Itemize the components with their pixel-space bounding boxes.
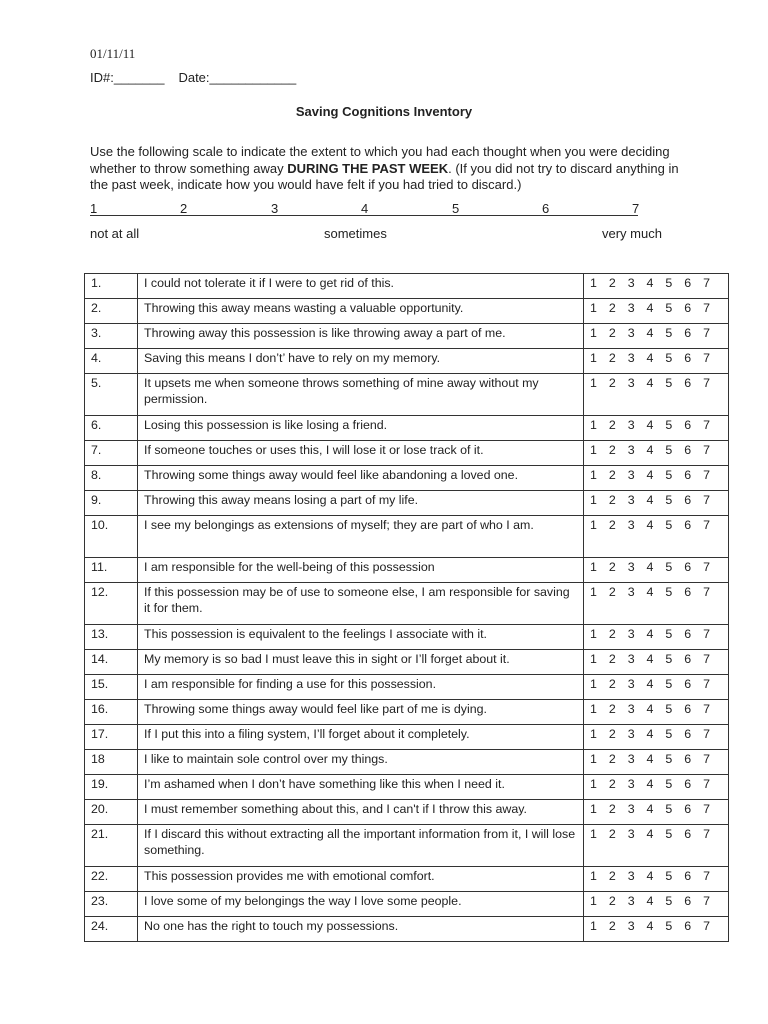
- rating-option[interactable]: 5: [665, 351, 673, 365]
- item-statement: It upsets me when someone throws something of mine away without my permission.: [138, 374, 584, 416]
- item-statement: I could not tolerate it if I were to get rid of this.: [138, 274, 584, 299]
- scale-number: 1: [90, 201, 98, 216]
- rating-option[interactable]: 1: [590, 585, 597, 599]
- rating-option[interactable]: 6: [684, 827, 692, 841]
- scale-number: 3: [271, 201, 279, 216]
- rating-scale: [584, 416, 729, 441]
- rating-option[interactable]: 4: [646, 752, 654, 766]
- rating-option[interactable]: 5: [665, 727, 673, 741]
- rating-option[interactable]: 7: [703, 326, 710, 340]
- item-statement: This possession provides me with emotional comfort.: [138, 867, 584, 892]
- rating-option[interactable]: 6: [684, 752, 692, 766]
- rating-option[interactable]: 6: [684, 468, 692, 482]
- item-number: 6.: [85, 416, 138, 441]
- inventory-table-body: [85, 274, 729, 942]
- rating-option[interactable]: 6: [684, 677, 692, 691]
- rating-option[interactable]: 5: [665, 443, 673, 457]
- rating-option[interactable]: 4: [646, 443, 654, 457]
- item-number: 8.: [85, 466, 138, 491]
- rating-option[interactable]: 5: [665, 752, 673, 766]
- rating-option[interactable]: 7: [703, 518, 710, 532]
- rating-option[interactable]: 5: [665, 418, 673, 432]
- rating-option[interactable]: 7: [703, 777, 710, 791]
- table-row: [85, 349, 729, 374]
- rating-option[interactable]: 5: [665, 326, 673, 340]
- rating-option[interactable]: 7: [703, 627, 710, 641]
- rating-option[interactable]: 2: [608, 418, 616, 432]
- id-field-label: ID#:_______: [90, 70, 165, 85]
- rating-option[interactable]: 3: [627, 702, 635, 716]
- rating-option[interactable]: 4: [646, 493, 654, 507]
- rating-option[interactable]: 3: [627, 493, 635, 507]
- rating-option[interactable]: 5: [665, 560, 673, 574]
- rating-option[interactable]: 5: [665, 276, 673, 290]
- item-statement: My memory is so bad I must leave this in sight or I’ll forget about it.: [138, 650, 584, 675]
- rating-option[interactable]: 5: [665, 702, 673, 716]
- item-statement: Throwing some things away would feel like abandoning a loved one.: [138, 466, 584, 491]
- rating-option[interactable]: 5: [665, 777, 673, 791]
- item-number: 13.: [85, 625, 138, 650]
- rating-option[interactable]: 1: [590, 326, 597, 340]
- item-number: 9.: [85, 491, 138, 516]
- table-row: [85, 750, 729, 775]
- table-row: [85, 516, 729, 558]
- item-number: 22.: [85, 867, 138, 892]
- rating-option[interactable]: 2: [608, 802, 616, 816]
- rating-option[interactable]: 6: [684, 777, 692, 791]
- rating-option[interactable]: 2: [608, 677, 616, 691]
- rating-option[interactable]: 1: [590, 919, 597, 933]
- rating-option[interactable]: 2: [608, 376, 616, 390]
- rating-option[interactable]: 5: [665, 827, 673, 841]
- rating-option[interactable]: 2: [608, 493, 616, 507]
- scale-number: 6: [542, 201, 550, 216]
- rating-option[interactable]: 6: [684, 627, 692, 641]
- rating-option[interactable]: 7: [703, 727, 710, 741]
- rating-option[interactable]: 7: [703, 802, 710, 816]
- rating-option[interactable]: 1: [590, 418, 597, 432]
- rating-scale: [584, 867, 729, 892]
- rating-scale: [584, 441, 729, 466]
- table-row: [85, 825, 729, 867]
- rating-option[interactable]: 4: [646, 919, 654, 933]
- rating-option[interactable]: 5: [665, 627, 673, 641]
- rating-scale: [584, 700, 729, 725]
- rating-option[interactable]: 1: [590, 351, 597, 365]
- rating-option[interactable]: 4: [646, 560, 654, 574]
- rating-option[interactable]: 6: [684, 727, 692, 741]
- rating-option[interactable]: 6: [684, 652, 692, 666]
- item-statement: I like to maintain sole control over my things.: [138, 750, 584, 775]
- rating-option[interactable]: 6: [684, 418, 692, 432]
- item-number: 20.: [85, 800, 138, 825]
- item-statement: I am responsible for finding a use for this possession.: [138, 675, 584, 700]
- item-statement: If someone touches or uses this, I will lose it or lose track of it.: [138, 441, 584, 466]
- rating-option[interactable]: 4: [646, 276, 654, 290]
- rating-option[interactable]: 1: [590, 276, 597, 290]
- item-statement: I must remember something about this, and I can't if I throw this away.: [138, 800, 584, 825]
- table-row: [85, 700, 729, 725]
- rating-option[interactable]: 6: [684, 894, 692, 908]
- item-statement: I am responsible for the well-being of this possession: [138, 558, 584, 583]
- table-row: [85, 867, 729, 892]
- rating-option[interactable]: 2: [608, 443, 616, 457]
- rating-option[interactable]: 2: [608, 777, 616, 791]
- scale-rule: [90, 215, 638, 216]
- table-row: [85, 675, 729, 700]
- rating-scale: [584, 917, 729, 942]
- rating-option[interactable]: 4: [646, 894, 654, 908]
- rating-scale: [584, 374, 729, 416]
- rating-option[interactable]: 7: [703, 652, 710, 666]
- rating-option[interactable]: 4: [646, 627, 654, 641]
- rating-option[interactable]: 5: [665, 802, 673, 816]
- table-row: [85, 558, 729, 583]
- rating-option[interactable]: 2: [608, 585, 616, 599]
- rating-option[interactable]: 2: [608, 468, 616, 482]
- rating-option[interactable]: 6: [684, 802, 692, 816]
- rating-option[interactable]: 4: [646, 727, 654, 741]
- rating-scale: [584, 650, 729, 675]
- rating-option[interactable]: 5: [665, 869, 673, 883]
- rating-option[interactable]: 2: [608, 652, 616, 666]
- rating-scale: [584, 466, 729, 491]
- rating-option[interactable]: 7: [703, 301, 710, 315]
- rating-option[interactable]: 2: [608, 351, 616, 365]
- table-row: [85, 625, 729, 650]
- rating-option[interactable]: 3: [627, 376, 635, 390]
- table-row: [85, 274, 729, 299]
- table-row: [85, 650, 729, 675]
- rating-option[interactable]: 1: [590, 869, 597, 883]
- rating-option[interactable]: 5: [665, 919, 673, 933]
- scale-number: 4: [361, 201, 369, 216]
- item-number: 17.: [85, 725, 138, 750]
- table-row: [85, 374, 729, 416]
- rating-option[interactable]: 7: [703, 869, 710, 883]
- rating-option[interactable]: 6: [684, 702, 692, 716]
- table-row: [85, 775, 729, 800]
- item-number: 4.: [85, 349, 138, 374]
- rating-option[interactable]: 7: [703, 493, 710, 507]
- item-number: 2.: [85, 299, 138, 324]
- rating-option[interactable]: 5: [665, 468, 673, 482]
- rating-option[interactable]: 2: [608, 276, 616, 290]
- rating-option[interactable]: 2: [608, 727, 616, 741]
- rating-option[interactable]: 3: [627, 585, 635, 599]
- rating-option[interactable]: 7: [703, 468, 710, 482]
- item-statement: Saving this means I don’t’ have to rely on my memory.: [138, 349, 584, 374]
- table-row: [85, 416, 729, 441]
- rating-option[interactable]: 4: [646, 351, 654, 365]
- rating-option[interactable]: 5: [665, 301, 673, 315]
- rating-option[interactable]: 3: [627, 468, 635, 482]
- rating-scale: [584, 583, 729, 625]
- rating-option[interactable]: 1: [590, 443, 597, 457]
- rating-option[interactable]: 2: [608, 560, 616, 574]
- rating-option[interactable]: 6: [684, 560, 692, 574]
- table-row: [85, 725, 729, 750]
- rating-option[interactable]: 6: [684, 493, 692, 507]
- rating-option[interactable]: 1: [590, 702, 597, 716]
- rating-option[interactable]: 6: [684, 301, 692, 315]
- rating-option[interactable]: 1: [590, 518, 597, 532]
- table-row: [85, 299, 729, 324]
- scale-number: 7: [632, 201, 640, 216]
- rating-option[interactable]: 6: [684, 351, 692, 365]
- rating-scale: [584, 324, 729, 349]
- scale-label-low: not at all: [90, 226, 140, 241]
- rating-option[interactable]: 6: [684, 443, 692, 457]
- rating-option[interactable]: 3: [627, 326, 635, 340]
- rating-option[interactable]: 4: [646, 301, 654, 315]
- item-number: 21.: [85, 825, 138, 867]
- rating-option[interactable]: 5: [665, 376, 673, 390]
- rating-option[interactable]: 4: [646, 518, 654, 532]
- rating-option[interactable]: 7: [703, 351, 710, 365]
- table-row: [85, 324, 729, 349]
- rating-option[interactable]: 1: [590, 560, 597, 574]
- inventory-table: [84, 273, 729, 942]
- item-number: 5.: [85, 374, 138, 416]
- rating-option[interactable]: 1: [590, 727, 597, 741]
- scale-number: 2: [180, 201, 188, 216]
- instructions-emphasis: DURING THE PAST WEEK: [287, 160, 449, 176]
- rating-option[interactable]: 3: [627, 276, 635, 290]
- rating-option[interactable]: 3: [627, 627, 635, 641]
- rating-scale: [584, 825, 729, 867]
- item-statement: Throwing some things away would feel like part of me is dying.: [138, 700, 584, 725]
- rating-option[interactable]: 5: [665, 585, 673, 599]
- item-statement: If this possession may be of use to someone else, I am responsible for saving it for them.: [138, 583, 584, 625]
- item-number: 1.: [85, 274, 138, 299]
- rating-option[interactable]: 1: [590, 493, 597, 507]
- rating-option[interactable]: 4: [646, 652, 654, 666]
- table-row: [85, 441, 729, 466]
- item-statement: I’m ashamed when I don’t have something like this when I need it.: [138, 775, 584, 800]
- item-statement: If I put this into a filing system, I’ll forget about it completely.: [138, 725, 584, 750]
- document-date: 01/11/11: [90, 46, 136, 61]
- item-number: 16.: [85, 700, 138, 725]
- rating-option[interactable]: 4: [646, 777, 654, 791]
- rating-option[interactable]: 3: [627, 677, 635, 691]
- item-statement: Throwing this away means wasting a valuable opportunity.: [138, 299, 584, 324]
- rating-option[interactable]: 3: [627, 560, 635, 574]
- rating-option[interactable]: 6: [684, 919, 692, 933]
- rating-option[interactable]: 3: [627, 727, 635, 741]
- rating-option[interactable]: 5: [665, 677, 673, 691]
- rating-option[interactable]: 4: [646, 468, 654, 482]
- rating-option[interactable]: 7: [703, 276, 710, 290]
- rating-scale: [584, 558, 729, 583]
- item-statement: This possession is equivalent to the feelings I associate with it.: [138, 625, 584, 650]
- rating-option[interactable]: 4: [646, 677, 654, 691]
- item-number: 10.: [85, 516, 138, 558]
- rating-scale: [584, 349, 729, 374]
- item-statement: If I discard this without extracting all the important information from it, I will lose something.: [138, 825, 584, 867]
- rating-scale: [584, 516, 729, 558]
- rating-option[interactable]: 7: [703, 677, 710, 691]
- rating-option[interactable]: 7: [703, 894, 710, 908]
- item-number: 11.: [85, 558, 138, 583]
- rating-option[interactable]: 1: [590, 777, 597, 791]
- item-number: 24.: [85, 917, 138, 942]
- item-statement: Losing this possession is like losing a friend.: [138, 416, 584, 441]
- rating-option[interactable]: 1: [590, 627, 597, 641]
- rating-option[interactable]: 3: [627, 919, 635, 933]
- item-number: 12.: [85, 583, 138, 625]
- item-number: 7.: [85, 441, 138, 466]
- rating-scale: [584, 491, 729, 516]
- scale-number: 5: [452, 201, 460, 216]
- rating-scale: [584, 750, 729, 775]
- rating-scale: [584, 800, 729, 825]
- rating-option[interactable]: 1: [590, 894, 597, 908]
- rating-option[interactable]: 1: [590, 752, 597, 766]
- rating-option[interactable]: 3: [627, 752, 635, 766]
- rating-option[interactable]: 1: [590, 376, 597, 390]
- rating-option[interactable]: 7: [703, 560, 710, 574]
- rating-option[interactable]: 3: [627, 802, 635, 816]
- rating-option[interactable]: 3: [627, 827, 635, 841]
- table-row: [85, 917, 729, 942]
- rating-option[interactable]: 3: [627, 443, 635, 457]
- rating-option[interactable]: 7: [703, 827, 710, 841]
- rating-option[interactable]: 4: [646, 702, 654, 716]
- rating-option[interactable]: 4: [646, 418, 654, 432]
- table-row: [85, 466, 729, 491]
- item-number: 23.: [85, 892, 138, 917]
- rating-option[interactable]: 1: [590, 468, 597, 482]
- rating-option[interactable]: 3: [627, 777, 635, 791]
- id-date-line: [90, 70, 296, 85]
- rating-option[interactable]: 2: [608, 518, 616, 532]
- item-statement: No one has the right to touch my possessions.: [138, 917, 584, 942]
- rating-option[interactable]: 7: [703, 752, 710, 766]
- rating-option[interactable]: 7: [703, 702, 710, 716]
- rating-option[interactable]: 3: [627, 418, 635, 432]
- rating-option[interactable]: 7: [703, 585, 710, 599]
- page-title: Saving Cognitions Inventory: [295, 104, 473, 119]
- item-statement: Throwing away this possession is like throwing away a part of me.: [138, 324, 584, 349]
- rating-option[interactable]: 5: [665, 652, 673, 666]
- rating-scale: [584, 299, 729, 324]
- item-number: 15.: [85, 675, 138, 700]
- rating-option[interactable]: 3: [627, 869, 635, 883]
- scale-label-mid: sometimes: [324, 226, 387, 241]
- rating-option[interactable]: 3: [627, 894, 635, 908]
- rating-option[interactable]: 2: [608, 869, 616, 883]
- table-row: [85, 491, 729, 516]
- rating-option[interactable]: 7: [703, 418, 710, 432]
- rating-option[interactable]: 7: [703, 376, 710, 390]
- rating-scale: [584, 625, 729, 650]
- rating-scale: [584, 675, 729, 700]
- rating-option[interactable]: 4: [646, 827, 654, 841]
- item-statement: I see my belongings as extensions of myself; they are part of who I am.: [138, 516, 584, 558]
- rating-option[interactable]: 1: [590, 802, 597, 816]
- rating-option[interactable]: 2: [608, 301, 616, 315]
- rating-option[interactable]: 5: [665, 894, 673, 908]
- rating-option[interactable]: 3: [627, 518, 635, 532]
- date-field-label: Date:____________: [178, 70, 297, 85]
- instructions-text-2: . (If you did not try to discard anything in the past week, indicate how you would have felt if you had tried to discard.): [90, 160, 679, 192]
- item-number: 19.: [85, 775, 138, 800]
- rating-option[interactable]: 6: [684, 585, 692, 599]
- rating-option[interactable]: 6: [684, 326, 692, 340]
- rating-option[interactable]: 7: [703, 919, 710, 933]
- item-statement: I love some of my belongings the way I love some people.: [138, 892, 584, 917]
- rating-option[interactable]: 2: [608, 752, 616, 766]
- rating-scale: [584, 725, 729, 750]
- rating-option[interactable]: 5: [665, 493, 673, 507]
- rating-option[interactable]: 4: [646, 326, 654, 340]
- rating-option[interactable]: 2: [608, 702, 616, 716]
- rating-option[interactable]: 2: [608, 827, 616, 841]
- table-row: [85, 800, 729, 825]
- rating-option[interactable]: 4: [646, 376, 654, 390]
- item-number: 18: [85, 750, 138, 775]
- instructions-text-1: Use the following scale to indicate the extent to which you had each thought when you were deciding whether to throw something away: [90, 144, 670, 176]
- rating-option[interactable]: 6: [684, 276, 692, 290]
- rating-option[interactable]: 7: [703, 443, 710, 457]
- rating-option[interactable]: 1: [590, 677, 597, 691]
- rating-option[interactable]: 6: [684, 518, 692, 532]
- rating-option[interactable]: 1: [590, 652, 597, 666]
- rating-option[interactable]: 2: [608, 919, 616, 933]
- rating-option[interactable]: 6: [684, 869, 692, 883]
- rating-scale: [584, 274, 729, 299]
- item-statement: Throwing this away means losing a part of my life.: [138, 491, 584, 516]
- rating-scale: [584, 892, 729, 917]
- rating-option[interactable]: 1: [590, 827, 597, 841]
- table-row: [85, 583, 729, 625]
- rating-option[interactable]: 2: [608, 894, 616, 908]
- rating-option[interactable]: 3: [627, 652, 635, 666]
- rating-option[interactable]: 3: [627, 301, 635, 315]
- rating-option[interactable]: 6: [684, 376, 692, 390]
- rating-option[interactable]: 2: [608, 627, 616, 641]
- rating-option[interactable]: 5: [665, 518, 673, 532]
- rating-option[interactable]: 2: [608, 326, 616, 340]
- rating-option[interactable]: 4: [646, 869, 654, 883]
- rating-option[interactable]: 1: [590, 301, 597, 315]
- table-row: [85, 892, 729, 917]
- rating-option[interactable]: 4: [646, 802, 654, 816]
- rating-scale: [584, 775, 729, 800]
- scale-label-high: very much: [602, 226, 662, 241]
- item-number: 3.: [85, 324, 138, 349]
- item-number: 14.: [85, 650, 138, 675]
- rating-option[interactable]: 4: [646, 585, 654, 599]
- instructions: [90, 144, 690, 194]
- rating-option[interactable]: 3: [627, 351, 635, 365]
